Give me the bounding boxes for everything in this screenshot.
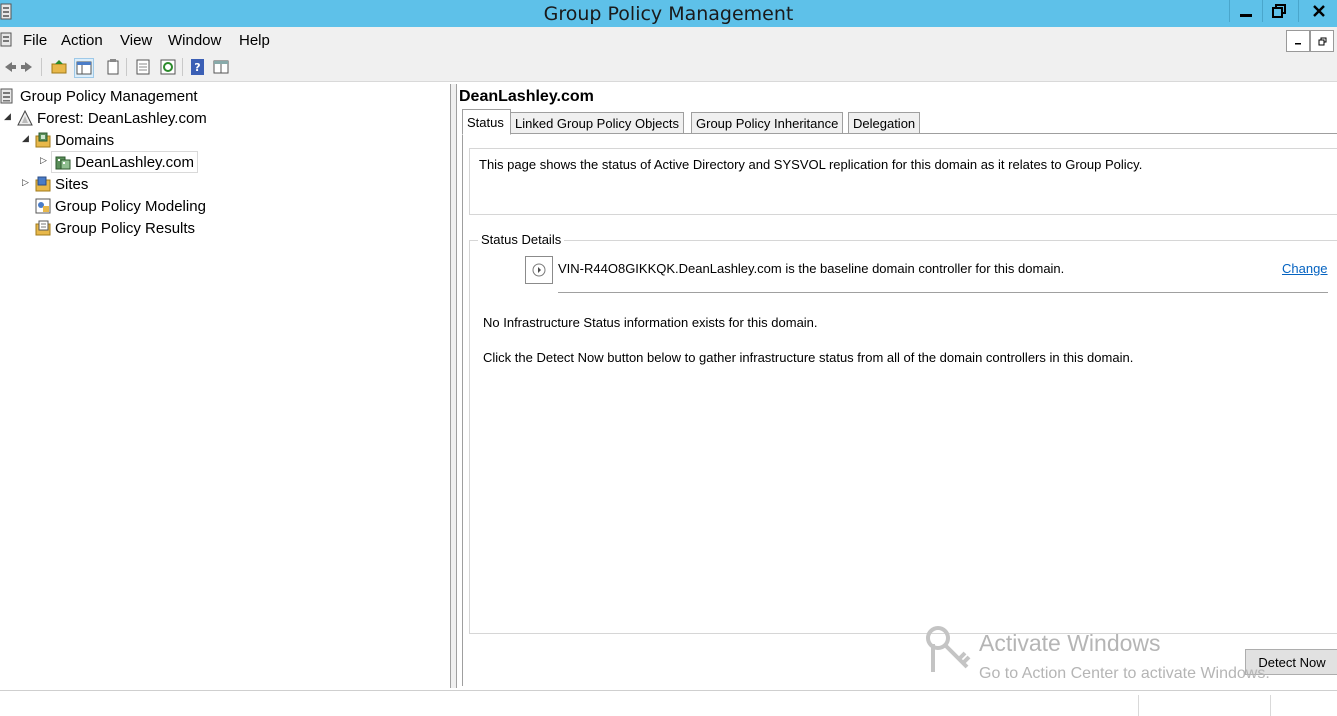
minimize-icon <box>1239 4 1253 18</box>
back-icon[interactable] <box>0 58 18 76</box>
domain-icon <box>55 154 71 170</box>
results-icon <box>35 220 51 236</box>
page-title: DeanLashley.com <box>459 88 594 105</box>
domains-folder-icon <box>35 132 51 148</box>
toolbar <box>0 54 1337 82</box>
modeling-icon <box>35 198 51 214</box>
status-details-label: Status Details <box>478 232 564 247</box>
tree-label: Group Policy Results <box>55 219 196 237</box>
tree-label: Group Policy Management <box>20 87 198 105</box>
baseline-expand-button[interactable] <box>525 256 553 284</box>
tree-label: Group Policy Modeling <box>55 197 206 215</box>
menu-window[interactable]: Window <box>168 32 222 49</box>
menu-file[interactable]: File <box>23 32 48 49</box>
instruction-text: Click the Detect Now button below to gather infrastructure status from all of the domain controllers in this domain. <box>483 350 1134 365</box>
refresh-icon[interactable] <box>159 58 177 76</box>
console-view-icon[interactable] <box>212 58 230 76</box>
minimize-button[interactable] <box>1229 0 1262 22</box>
status-details-group <box>469 232 1337 634</box>
tree-item-sites[interactable] <box>35 174 88 194</box>
toolbar-separator <box>182 58 183 76</box>
child-minimize-button[interactable] <box>1286 30 1310 52</box>
sites-folder-icon <box>35 176 51 192</box>
title-bar <box>0 0 1337 27</box>
svg-text:?: ? <box>194 61 201 74</box>
tab-delegation[interactable]: Delegation <box>848 112 920 134</box>
up-folder-icon[interactable] <box>50 58 68 76</box>
menu-bar <box>0 27 1337 54</box>
toolbar-separator <box>41 58 42 76</box>
mmc-document-icon[interactable] <box>0 32 14 48</box>
forest-icon <box>17 110 33 126</box>
child-restore-button[interactable] <box>1310 30 1334 52</box>
status-tab-content <box>462 133 1337 686</box>
tree-label: DeanLashley.com <box>75 153 194 171</box>
minimize-icon <box>1294 37 1302 45</box>
status-divider <box>1138 695 1139 716</box>
tree-item-domain[interactable] <box>51 151 198 173</box>
expand-triangle-icon[interactable]: ▷ <box>40 155 47 165</box>
forward-icon[interactable] <box>19 58 37 76</box>
tab-status[interactable]: Status <box>462 109 511 135</box>
clipboard-icon[interactable] <box>104 58 122 76</box>
tree-item-domains[interactable] <box>35 130 114 150</box>
tab-inheritance[interactable]: Group Policy Inheritance <box>691 112 843 134</box>
toolbar-separator <box>126 58 127 76</box>
expand-circle-icon <box>532 263 546 277</box>
tree-label: Forest: DeanLashley.com <box>37 109 207 127</box>
tree-item-results[interactable] <box>35 218 195 238</box>
restore-icon <box>1272 4 1286 18</box>
console-tree <box>0 84 451 688</box>
expand-triangle-icon[interactable]: ▷ <box>22 177 29 187</box>
description-box <box>469 148 1337 215</box>
status-bar <box>0 690 1337 716</box>
gpmc-icon <box>0 88 16 104</box>
watermark-title: Activate Windows <box>979 630 1161 656</box>
tab-linked-gpos[interactable]: Linked Group Policy Objects <box>510 112 684 134</box>
baseline-dc-text: VIN-R44O8GIKKQK.DeanLashley.com is the baseline domain controller for this domain. <box>558 261 1065 276</box>
tree-label: Sites <box>55 175 89 193</box>
tree-item-root[interactable] <box>0 86 198 106</box>
restore-icon <box>1318 37 1327 46</box>
tree-item-forest[interactable] <box>17 108 207 128</box>
restore-button[interactable] <box>1262 0 1295 22</box>
help-icon[interactable] <box>189 58 207 76</box>
close-button[interactable] <box>1298 0 1337 22</box>
change-link[interactable]: Change <box>1282 261 1328 276</box>
description-text: This page shows the status of Active Directory and SYSVOL replication for this domain as it relates to Group Policy. <box>479 157 1143 172</box>
show-hide-tree-icon[interactable] <box>74 58 94 78</box>
menu-view[interactable]: View <box>120 32 153 49</box>
menu-action[interactable]: Action <box>61 32 103 49</box>
collapse-triangle-icon[interactable]: ◢ <box>4 111 11 121</box>
tree-label: Domains <box>55 131 115 149</box>
details-pane <box>457 84 1337 688</box>
status-divider <box>1270 695 1271 716</box>
collapse-triangle-icon[interactable]: ◢ <box>22 133 29 143</box>
no-info-text: No Infrastructure Status information exists for this domain. <box>483 315 818 330</box>
close-icon <box>1312 4 1326 18</box>
divider <box>558 292 1328 293</box>
detect-now-button[interactable]: Detect Now <box>1245 649 1337 675</box>
watermark-subtitle: Go to Action Center to activate Windows. <box>979 665 1270 682</box>
menu-help[interactable]: Help <box>239 32 270 49</box>
properties-icon[interactable] <box>134 58 152 76</box>
tree-item-modeling[interactable] <box>35 196 206 216</box>
window-title: Group Policy Management <box>543 3 794 25</box>
